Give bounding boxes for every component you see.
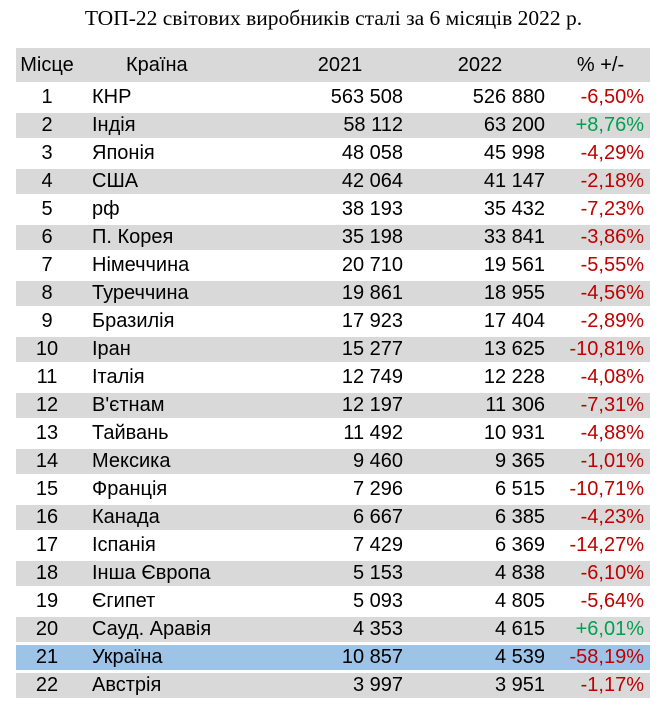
value-2022-cell: 11 306 xyxy=(409,393,551,418)
rank-cell: 15 xyxy=(35,478,59,500)
country-cell: Франція xyxy=(92,478,168,500)
country-cell: Італія xyxy=(92,366,145,388)
table-row xyxy=(16,309,650,334)
country-cell: рф xyxy=(92,198,120,220)
country-cell: КНР xyxy=(92,86,132,108)
value-2021-cell: 3 997 xyxy=(271,673,409,698)
table-row xyxy=(16,337,650,362)
value-2021-cell: 11 492 xyxy=(343,422,403,444)
value-2021-cell: 7 429 xyxy=(352,534,403,556)
value-2022-cell: 10 931 xyxy=(483,422,545,444)
change-cell: +6,01% xyxy=(551,617,650,642)
table-row xyxy=(16,141,650,166)
rank-cell: 12 xyxy=(16,393,78,418)
table-row xyxy=(16,589,650,614)
table-body xyxy=(16,85,650,698)
value-2021-cell: 10 857 xyxy=(271,645,409,670)
table-row xyxy=(16,561,650,586)
value-2021-cell: 563 508 xyxy=(330,86,403,108)
rank-cell: 17 xyxy=(35,534,59,556)
value-2021-cell: 4 353 xyxy=(271,617,409,642)
change-cell: +8,76% xyxy=(551,113,650,138)
change-cell: -4,29% xyxy=(580,142,644,164)
country-cell: Україна xyxy=(78,645,271,670)
rank-cell: 8 xyxy=(16,281,78,306)
header-2022: 2022 xyxy=(409,48,551,82)
value-2022-cell: 4 805 xyxy=(494,590,545,612)
value-2021-cell: 38 193 xyxy=(341,198,403,220)
value-2021-cell: 19 861 xyxy=(271,281,409,306)
rank-cell: 22 xyxy=(16,673,78,698)
change-cell: -2,89% xyxy=(580,310,644,332)
rank-cell: 7 xyxy=(41,254,53,276)
country-cell: П. Корея xyxy=(78,225,271,250)
table-row xyxy=(16,197,650,222)
table-row xyxy=(16,505,650,530)
table-row xyxy=(16,533,650,558)
country-cell: Бразилія xyxy=(92,310,175,332)
value-2022-cell: 45 998 xyxy=(483,142,545,164)
table-row xyxy=(16,449,650,474)
country-cell: Єгипет xyxy=(92,590,156,612)
country-cell: Інша Європа xyxy=(78,561,271,586)
change-cell: -7,23% xyxy=(580,198,644,220)
country-cell: США xyxy=(78,169,271,194)
change-cell: -1,01% xyxy=(551,449,650,474)
country-cell: Мексика xyxy=(78,449,271,474)
rank-cell: 19 xyxy=(35,590,59,612)
rank-cell: 2 xyxy=(16,113,78,138)
rank-cell: 6 xyxy=(16,225,78,250)
country-cell: Канада xyxy=(78,505,271,530)
value-2022-cell: 6 369 xyxy=(494,534,545,556)
country-cell: Іспанія xyxy=(92,534,156,556)
rank-cell: 5 xyxy=(41,198,53,220)
value-2022-cell: 6 385 xyxy=(409,505,551,530)
change-cell: -5,55% xyxy=(580,254,644,276)
rank-cell: 4 xyxy=(16,169,78,194)
change-cell: -4,08% xyxy=(580,366,644,388)
value-2022-cell: 9 365 xyxy=(409,449,551,474)
header-2021: 2021 xyxy=(271,48,409,82)
rank-cell: 20 xyxy=(16,617,78,642)
change-cell: -1,17% xyxy=(551,673,650,698)
table-row xyxy=(16,421,650,446)
change-cell: -14,27% xyxy=(569,534,644,556)
rank-cell: 11 xyxy=(36,366,58,388)
change-cell: -4,88% xyxy=(580,422,644,444)
country-cell: Туреччина xyxy=(78,281,271,306)
country-cell: Тайвань xyxy=(92,422,169,444)
value-2021-cell: 9 460 xyxy=(271,449,409,474)
header-rank: Місце xyxy=(16,48,78,82)
value-2021-cell: 12 197 xyxy=(271,393,409,418)
value-2022-cell: 18 955 xyxy=(409,281,551,306)
table-row xyxy=(16,169,650,194)
change-cell: -58,19% xyxy=(551,645,650,670)
value-2021-cell: 15 277 xyxy=(271,337,409,362)
rank-cell: 16 xyxy=(16,505,78,530)
value-2022-cell: 4 838 xyxy=(409,561,551,586)
country-cell: Іран xyxy=(78,337,271,362)
table-row xyxy=(16,253,650,278)
value-2021-cell: 58 112 xyxy=(271,113,409,138)
change-cell: -7,31% xyxy=(551,393,650,418)
value-2022-cell: 6 515 xyxy=(494,478,545,500)
change-cell: -6,10% xyxy=(551,561,650,586)
table-row xyxy=(16,365,650,390)
header-country: Країна xyxy=(78,48,271,82)
value-2022-cell: 19 561 xyxy=(483,254,545,276)
value-2022-cell: 41 147 xyxy=(409,169,551,194)
country-cell: Німеччина xyxy=(92,254,190,276)
change-cell: -4,56% xyxy=(551,281,650,306)
country-cell: В'єтнам xyxy=(78,393,271,418)
table-row xyxy=(16,617,650,642)
change-cell: -10,71% xyxy=(569,478,644,500)
change-cell: -6,50% xyxy=(580,86,644,108)
change-cell: -10,81% xyxy=(551,337,650,362)
country-cell: Сауд. Аравія xyxy=(78,617,271,642)
value-2022-cell: 63 200 xyxy=(409,113,551,138)
table-row xyxy=(16,673,650,698)
value-2021-cell: 6 667 xyxy=(271,505,409,530)
value-2022-cell: 33 841 xyxy=(409,225,551,250)
value-2021-cell: 5 153 xyxy=(271,561,409,586)
change-cell: -3,86% xyxy=(551,225,650,250)
country-cell: Австрія xyxy=(78,673,271,698)
value-2021-cell: 20 710 xyxy=(341,254,403,276)
rank-cell: 18 xyxy=(16,561,78,586)
value-2021-cell: 12 749 xyxy=(341,366,403,388)
steel-producers-table xyxy=(16,45,650,701)
country-cell: Японія xyxy=(92,142,155,164)
rank-cell: 9 xyxy=(41,310,53,332)
value-2022-cell: 4 615 xyxy=(409,617,551,642)
rank-cell: 21 xyxy=(16,645,78,670)
table-row xyxy=(16,393,650,418)
table-row xyxy=(16,113,650,138)
header-row xyxy=(16,48,650,82)
value-2021-cell: 35 198 xyxy=(271,225,409,250)
table-title: ТОП-22 світових виробників сталі за 6 місяців 2022 р. xyxy=(84,6,583,30)
value-2022-cell: 35 432 xyxy=(483,198,545,220)
change-cell: -5,64% xyxy=(580,590,644,612)
value-2022-cell: 526 880 xyxy=(472,86,545,108)
change-cell: -2,18% xyxy=(551,169,650,194)
rank-cell: 13 xyxy=(35,422,59,444)
value-2021-cell: 42 064 xyxy=(271,169,409,194)
table-row xyxy=(16,645,650,670)
value-2022-cell: 3 951 xyxy=(409,673,551,698)
value-2021-cell: 17 923 xyxy=(341,310,403,332)
table-row xyxy=(16,281,650,306)
change-cell: -4,23% xyxy=(551,505,650,530)
table-row xyxy=(16,225,650,250)
header-change: % +/- xyxy=(551,48,650,82)
table-row xyxy=(16,477,650,502)
value-2021-cell: 48 058 xyxy=(341,142,403,164)
country-cell: Індія xyxy=(78,113,271,138)
rank-cell: 1 xyxy=(41,86,53,108)
value-2022-cell: 4 539 xyxy=(409,645,551,670)
rank-cell: 14 xyxy=(16,449,78,474)
value-2021-cell: 5 093 xyxy=(352,590,403,612)
rank-cell: 10 xyxy=(16,337,78,362)
value-2022-cell: 17 404 xyxy=(483,310,545,332)
value-2022-cell: 12 228 xyxy=(483,366,545,388)
value-2022-cell: 13 625 xyxy=(409,337,551,362)
table-row xyxy=(16,85,650,110)
value-2021-cell: 7 296 xyxy=(352,478,403,500)
rank-cell: 3 xyxy=(41,142,53,164)
